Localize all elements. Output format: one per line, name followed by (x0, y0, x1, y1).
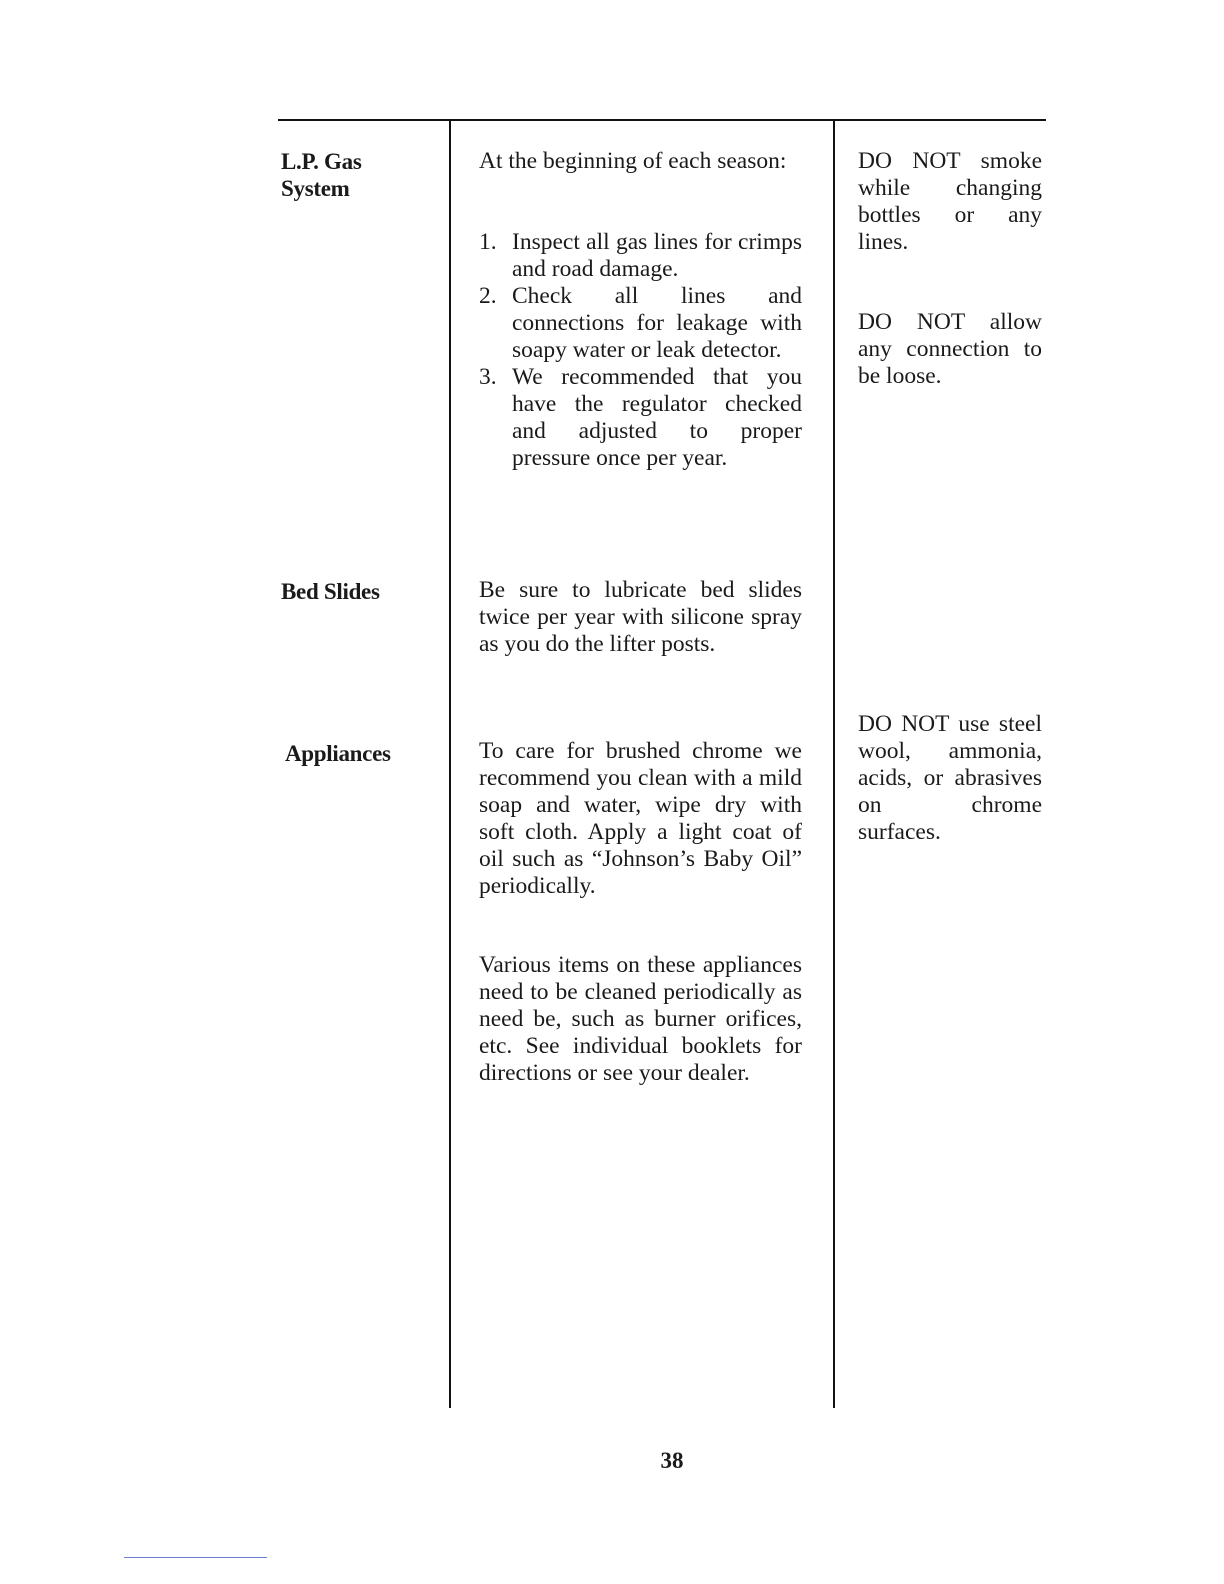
appliances-cleaning: Various items on these appliances need to be cleaned periodically as need be, such as burner orifices, etc. See individual booklets for directions or see your dealer. (479, 952, 802, 1086)
lp-gas-heading-line2: System (281, 176, 350, 201)
list-item (479, 364, 802, 472)
bed-slides-heading: Bed Slides (281, 579, 380, 604)
table-top-rule (278, 119, 1046, 121)
lp-gas-intro: At the beginning of each season: (479, 148, 787, 174)
step-text: We recommended that you have the regulator checked and adjusted to proper pressure once per year. (512, 364, 802, 471)
footer-line (124, 1557, 267, 1558)
appliances-chrome-care: To care for brushed chrome we recommend you clean with a mild soap and water, wipe dry with soft cloth. Apply a light coat of oil such as “Johnson’s Baby Oil” periodically. (479, 738, 802, 899)
lp-gas-warning-smoke: DO NOT smoke while changing bottles or any lines. (858, 148, 1042, 255)
lp-gas-steps (479, 229, 802, 472)
lp-gas-warning-connection: DO NOT allow any connection to be loose. (858, 309, 1042, 389)
column-divider-left (449, 119, 451, 1408)
page-number: 38 (660, 1448, 684, 1473)
step-number: 2. (479, 283, 497, 309)
appliances-warning: DO NOT use steel wool, ammonia, acids, or abrasives on chrome surfaces. (858, 711, 1042, 845)
list-item (479, 283, 802, 364)
column-divider-right (833, 119, 835, 1408)
bed-slides-text: Be sure to lubricate bed slides twice per year with silicone spray as you do the lifter posts. (479, 577, 802, 657)
step-number: 1. (479, 229, 497, 255)
list-item (479, 229, 802, 283)
appliances-heading: Appliances (285, 741, 391, 766)
step-text: Check all lines and connections for leakage with soapy water or leak detector. (512, 283, 802, 363)
lp-gas-heading-line1: L.P. Gas (281, 149, 362, 174)
step-text: Inspect all gas lines for crimps and road damage. (512, 229, 802, 282)
step-number: 3. (479, 364, 497, 390)
lp-gas-heading (281, 148, 361, 202)
